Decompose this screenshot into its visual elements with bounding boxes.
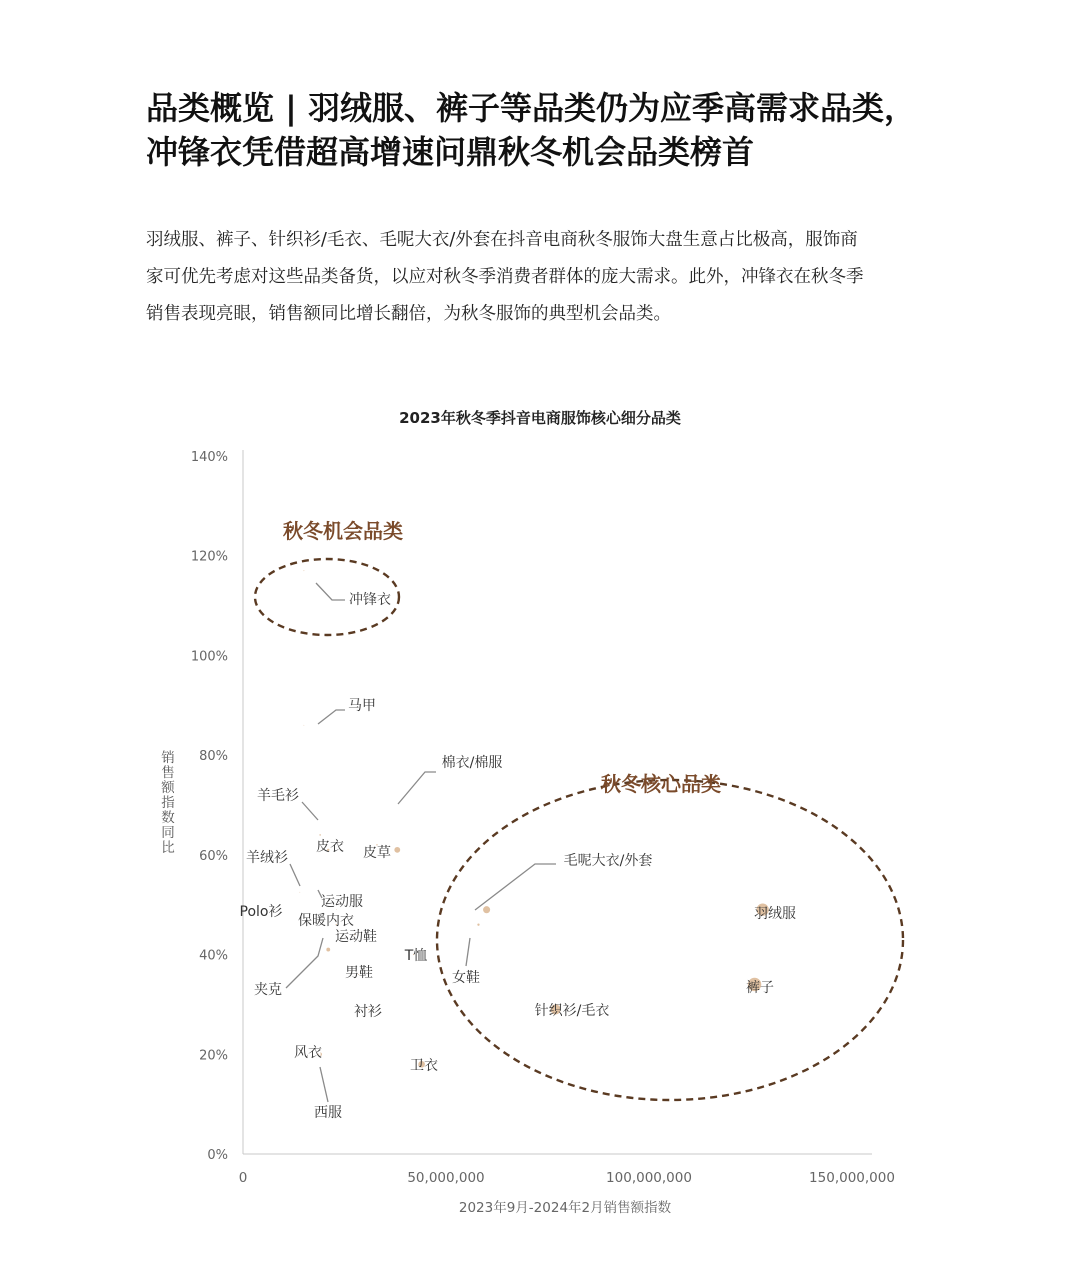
intro-paragraph: [146, 222, 946, 333]
bubble-label-夹克: 夹克: [254, 982, 282, 998]
leader-line-西服: [320, 1067, 328, 1102]
bubble-label-Polo衫: Polo衫: [239, 904, 283, 920]
bubble-label-西服: 西服: [314, 1105, 342, 1121]
title-line-1: 品类概览 | 羽绒服、裤子等品类仍为应季高需求品类，: [146, 89, 916, 127]
bubble-label-毛呢大衣-外套: 毛呢大衣/外套: [563, 853, 653, 869]
group-ellipse-秋冬核心品类: [437, 780, 903, 1100]
bubble-label-运动鞋: 运动鞋: [335, 929, 377, 945]
y-tick-label: 0%: [207, 1148, 228, 1163]
bubble-label-保暖内衣: 保暖内衣: [298, 913, 354, 929]
bubble-label-运动服: 运动服: [321, 894, 363, 910]
bubble-label-layer: [240, 583, 796, 1121]
leader-line-棉衣-棉服: [398, 772, 436, 804]
bubble-label-冲锋衣: 冲锋衣: [349, 592, 391, 608]
bubble-label-皮衣: 皮衣: [316, 839, 344, 855]
y-axis-title: 销售额指数同比: [161, 750, 175, 856]
bubble-女鞋: [476, 922, 480, 926]
chart-axes: [191, 450, 895, 1186]
title-line-2: 冲锋衣凭借超高增速问鼎秋冬机会品类榜首: [146, 133, 755, 171]
bubble-label-卫衣: 卫衣: [410, 1058, 438, 1074]
bubble-夹克: [325, 947, 331, 953]
bubble-label-羊绒衫: 羊绒衫: [246, 850, 288, 866]
leader-line-毛呢大衣-外套: [475, 864, 556, 910]
bubble-chart: [0, 390, 1080, 1230]
bubble-冲锋衣: [302, 569, 305, 572]
y-tick-label: 60%: [199, 848, 228, 864]
leader-line-马甲: [318, 710, 345, 724]
bubble-棉衣-棉服: [393, 846, 401, 854]
bubble-label-裤子: 裤子: [746, 980, 774, 996]
bubble-羊绒衫: [298, 891, 301, 894]
bubble-毛呢大衣-外套: [482, 905, 491, 914]
x-axis-title: 2023年9月-2024年2月销售额指数: [458, 1200, 672, 1216]
leader-line-羊绒衫: [290, 864, 300, 886]
bubble-layer: [258, 569, 769, 1068]
bubble-label-羊毛衫: 羊毛衫: [257, 788, 299, 804]
bubble-label-衬衫: 衬衫: [354, 1004, 382, 1020]
x-tick-label: 150,000,000: [809, 1170, 895, 1186]
chart-title: 2023年秋冬季抖音电商服饰核心细分品类: [399, 409, 681, 427]
bubble-羊毛衫: [318, 833, 322, 837]
leader-line-冲锋衣: [316, 583, 345, 600]
leader-line-女鞋: [466, 938, 470, 966]
y-tick-label: 40%: [199, 948, 228, 964]
bubble-label-羽绒服: 羽绒服: [754, 906, 796, 922]
bubble-label-男鞋: 男鞋: [345, 965, 373, 981]
y-tick-label: 120%: [190, 549, 228, 565]
bubble-label-女鞋: 女鞋: [452, 970, 480, 986]
bubble-label-皮草: 皮草: [363, 845, 391, 861]
group-label-秋冬核心品类: 秋冬核心品类: [601, 772, 721, 796]
y-tick-label: 140%: [190, 450, 228, 465]
intro-line-3: 销售表现亮眼，销售额同比增长翻倍，为秋冬服饰的典型机会品类。: [146, 304, 671, 324]
page-title: [146, 86, 1026, 174]
x-tick-label: 50,000,000: [407, 1170, 485, 1186]
bubble-马甲: [303, 724, 306, 727]
bubble-label-棉衣-棉服: 棉衣/棉服: [441, 755, 503, 771]
intro-line-2: 家可优先考虑对这些品类备货，以应对秋冬季消费者群体的庞大需求。此外，冲锋衣在秋冬季: [146, 267, 864, 287]
group-label-秋冬机会品类: 秋冬机会品类: [283, 519, 403, 543]
bubble-label-针织衫-毛衣: 针织衫/毛衣: [534, 1003, 610, 1019]
intro-line-1: 羽绒服、裤子、针织衫/毛衣、毛呢大衣/外套在抖音电商秋冬服饰大盘生意占比极高，服饰商: [146, 230, 858, 250]
y-tick-label: 80%: [199, 749, 228, 765]
x-tick-label: 100,000,000: [606, 1170, 692, 1186]
leader-line-夹克: [286, 938, 323, 988]
bubble-label-风衣: 风衣: [294, 1045, 322, 1061]
y-tick-label: 100%: [190, 649, 228, 665]
y-tick-label: 20%: [199, 1048, 228, 1064]
bubble-label-T恤: T恤: [404, 948, 428, 964]
leader-line-羊毛衫: [302, 802, 318, 820]
bubble-label-马甲: 马甲: [348, 698, 376, 714]
x-tick-label: 0: [238, 1170, 248, 1186]
